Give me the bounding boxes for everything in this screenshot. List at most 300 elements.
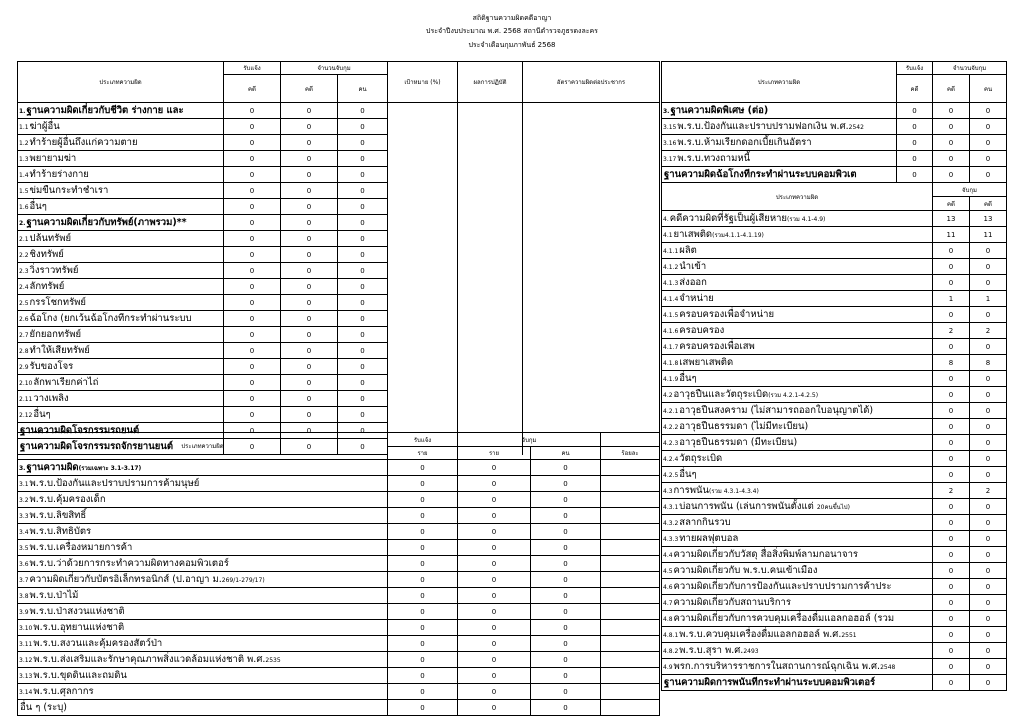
- row-label: [18, 215, 224, 231]
- right-reported-case-header: คดี: [897, 75, 933, 103]
- row-text: วางเพลิง: [33, 393, 69, 404]
- value-cell: 0: [531, 588, 601, 604]
- value-cell: 0: [388, 684, 458, 700]
- target-cell: [388, 279, 458, 295]
- value-cell: 1: [970, 291, 1007, 307]
- table-row: [662, 135, 1007, 151]
- row-number: 4.4: [663, 552, 673, 559]
- value-cell: 0: [224, 247, 281, 263]
- percent-cell: [601, 604, 660, 620]
- row-number: 4.7: [663, 600, 673, 607]
- row-text: ผลิต: [679, 245, 697, 256]
- result-cell: [458, 295, 523, 311]
- table-row: [18, 700, 660, 716]
- value-cell: 0: [458, 700, 531, 716]
- row-number: 3.14: [19, 689, 33, 696]
- reported-case-header: คดี: [224, 75, 281, 103]
- value-cell: 0: [338, 327, 388, 343]
- value-cell: 0: [933, 547, 970, 563]
- row-label: [18, 135, 224, 151]
- value-cell: 0: [933, 563, 970, 579]
- value-cell: 0: [388, 668, 458, 684]
- special-crimes-table: [17, 432, 660, 716]
- table-row: [662, 167, 1007, 183]
- row-text: พ.ร.บ.ป่าสงวนแห่งชาติ: [29, 606, 125, 617]
- row-number: 4.8: [663, 616, 673, 623]
- value-cell: 0: [970, 451, 1007, 467]
- value-cell: 0: [388, 572, 458, 588]
- target-cell: [388, 407, 458, 423]
- rate-cell: [523, 311, 660, 327]
- value-cell: 0: [281, 183, 338, 199]
- row-label: [662, 467, 933, 483]
- percent-cell: [601, 476, 660, 492]
- row-number: 3.4: [19, 529, 29, 536]
- value-cell: 0: [458, 524, 531, 540]
- table-row: [18, 556, 660, 572]
- value-cell: 2: [933, 483, 970, 499]
- row-number: 4.2: [663, 392, 673, 399]
- table-row: [18, 508, 660, 524]
- row-number: 4.1.6: [663, 328, 679, 335]
- reported-header: รับแจ้ง: [224, 62, 281, 75]
- value-cell: 0: [338, 231, 388, 247]
- table-row: [18, 375, 660, 391]
- value-cell: 0: [338, 151, 388, 167]
- row-text: อาวุธปืนสงคราม (ไม่สามารถออกใบอนุญาตได้): [679, 405, 874, 416]
- value-cell: 0: [970, 135, 1007, 151]
- table-row: [18, 652, 660, 668]
- row-note: (รวม4.1.1-4.1.19): [712, 232, 764, 239]
- row-label: [18, 620, 388, 636]
- table-row: [18, 215, 660, 231]
- value-cell: 0: [970, 611, 1007, 627]
- percent-cell: [601, 508, 660, 524]
- value-cell: 0: [458, 556, 531, 572]
- table-row: [18, 636, 660, 652]
- row-text: พ.ร.บ.ลิขสิทธิ์: [29, 510, 87, 521]
- row-number: 4.6: [663, 584, 673, 591]
- row-label: [18, 295, 224, 311]
- row-text: พ.ร.บ.สงวนและคุ้มครองสัตว์ป่า: [33, 638, 163, 649]
- result-cell: [458, 407, 523, 423]
- value-cell: 0: [388, 652, 458, 668]
- row-label: [662, 547, 933, 563]
- table-row: [662, 259, 1007, 275]
- row-label: [18, 231, 224, 247]
- table-row: [662, 291, 1007, 307]
- value-cell: 0: [933, 371, 970, 387]
- value-cell: 0: [933, 339, 970, 355]
- value-cell: 0: [933, 243, 970, 259]
- row-number: 3.16: [663, 140, 677, 147]
- percent-cell: [601, 636, 660, 652]
- table-row: [18, 604, 660, 620]
- value-cell: 0: [531, 540, 601, 556]
- crime-type-header: ประเภทความผิด: [18, 62, 224, 103]
- row-text: ความผิดเกี่ยวกับวัสดุ สื่อสิ่งพิมพ์ลามกอนาจาร: [673, 549, 859, 560]
- value-cell: 0: [338, 167, 388, 183]
- row-number: 4.3.2: [663, 520, 679, 527]
- value-cell: 0: [338, 391, 388, 407]
- value-cell: 0: [224, 343, 281, 359]
- value-cell: 0: [224, 119, 281, 135]
- row-number: 4.3: [663, 488, 673, 495]
- value-cell: 0: [281, 263, 338, 279]
- percent-cell: [601, 652, 660, 668]
- value-cell: 0: [281, 423, 338, 439]
- row-text: พรก.การบริหารราชการในสถานการณ์ฉุกเฉิน พ.ศ.: [673, 661, 881, 672]
- row-number: 3.17: [663, 156, 677, 163]
- row-number: 1.6: [19, 204, 29, 211]
- row-number: 2.11: [19, 396, 33, 403]
- value-cell: 0: [388, 588, 458, 604]
- value-cell: 0: [970, 103, 1007, 119]
- value-cell: 0: [224, 327, 281, 343]
- rate-cell: [523, 183, 660, 199]
- row-label: [662, 483, 933, 499]
- row-number: 4.1.4: [663, 296, 679, 303]
- row-number: 2.3: [19, 268, 29, 275]
- row-number: 3.3: [19, 513, 29, 520]
- row-note: 2548: [880, 664, 896, 671]
- state-arrested-case2-header: คดี: [970, 197, 1007, 211]
- row-label: [18, 460, 388, 476]
- row-label: [18, 279, 224, 295]
- target-cell: [388, 311, 458, 327]
- table-row: [662, 451, 1007, 467]
- value-cell: 0: [970, 339, 1007, 355]
- table-row: [18, 359, 660, 375]
- value-cell: 0: [281, 119, 338, 135]
- arrested-case-header: คดี: [281, 75, 338, 103]
- row-label: [662, 579, 933, 595]
- value-cell: 0: [338, 343, 388, 359]
- rate-cell: [523, 407, 660, 423]
- state-arrested-header: จับกุม: [933, 183, 1007, 197]
- value-cell: 0: [338, 247, 388, 263]
- table-row: [662, 355, 1007, 371]
- table-row: [18, 492, 660, 508]
- right-reported-header: รับแจ้ง: [897, 62, 933, 75]
- row-text: พ.ร.บ.อุทยานแห่งชาติ: [33, 622, 125, 633]
- value-cell: 0: [933, 167, 970, 183]
- table-row: [18, 119, 660, 135]
- value-cell: 0: [531, 460, 601, 476]
- row-label: [662, 643, 933, 659]
- value-cell: 0: [388, 556, 458, 572]
- value-cell: 0: [531, 668, 601, 684]
- value-cell: 0: [970, 167, 1007, 183]
- row-note: (รวม 4.1-4.9): [787, 216, 826, 223]
- row-number: 3.2: [19, 497, 29, 504]
- target-cell: [388, 359, 458, 375]
- row-text: อื่นๆ: [29, 201, 47, 212]
- row-number: 2.10: [19, 380, 33, 387]
- row-text: การพนัน: [673, 485, 709, 496]
- value-cell: 0: [388, 540, 458, 556]
- row-label: [662, 307, 933, 323]
- row-label: [18, 556, 388, 572]
- row-text: อื่นๆ: [679, 373, 697, 384]
- table-row: [662, 595, 1007, 611]
- row-text: จำหน่าย: [679, 293, 714, 304]
- row-text: ฐานความผิดเกี่ยวกับชีวิต ร่างกาย และ: [26, 105, 184, 116]
- table-row: [18, 231, 660, 247]
- result-cell: [458, 343, 523, 359]
- lower-reported-ray-header: ราย: [388, 447, 458, 460]
- row-number: 1.3: [19, 156, 29, 163]
- row-text: วัตถุระเบิด: [679, 453, 723, 464]
- row-number: 2.2: [19, 252, 29, 259]
- result-header: ผลการปฏิบัติ: [458, 62, 523, 103]
- row-label: [662, 291, 933, 307]
- value-cell: 0: [388, 492, 458, 508]
- table-row: [18, 572, 660, 588]
- row-number: 3.8: [19, 593, 29, 600]
- value-cell: 0: [970, 467, 1007, 483]
- row-label: [662, 227, 933, 243]
- arrested-count-header: จำนวนจับกุม: [281, 62, 388, 75]
- value-cell: 0: [458, 572, 531, 588]
- row-number: 3.1: [19, 481, 29, 488]
- row-label: [18, 103, 224, 119]
- value-cell: 0: [338, 135, 388, 151]
- row-text: ข่มขืนกระทำชำเรา: [29, 185, 109, 196]
- value-cell: 0: [933, 595, 970, 611]
- value-cell: 0: [933, 403, 970, 419]
- value-cell: 0: [458, 636, 531, 652]
- row-note: 2542: [848, 124, 864, 131]
- row-text: ความผิดเกี่ยวกับการป้องกันและปราบปรามการค้าประ: [673, 581, 892, 592]
- row-text: อื่นๆ: [679, 469, 697, 480]
- table-row: [18, 135, 660, 151]
- right-arrested-person-header: คน: [970, 75, 1007, 103]
- value-cell: 0: [281, 215, 338, 231]
- value-cell: 0: [970, 563, 1007, 579]
- value-cell: 0: [531, 508, 601, 524]
- row-label: [662, 515, 933, 531]
- value-cell: 0: [281, 151, 338, 167]
- value-cell: 0: [281, 407, 338, 423]
- table-row: [18, 460, 660, 476]
- target-cell: [388, 135, 458, 151]
- result-cell: [458, 247, 523, 263]
- state-crime-type-header: ประเภทความผิด: [662, 183, 933, 211]
- value-cell: 0: [970, 387, 1007, 403]
- row-text: พ.ร.บ.ควบคุมเครื่องดื่มแอลกอฮอล์ พ.ศ.: [679, 629, 842, 640]
- target-cell: [388, 103, 458, 119]
- value-cell: 0: [281, 295, 338, 311]
- row-number: 4.1.5: [663, 312, 679, 319]
- value-cell: 0: [933, 611, 970, 627]
- value-cell: 0: [338, 439, 388, 455]
- row-text: ฐานความผิดพิเศษ (ต่อ): [670, 105, 769, 116]
- row-number: 4.1.9: [663, 376, 679, 383]
- row-text: ทำร้ายร่างกาย: [29, 169, 89, 180]
- value-cell: 0: [970, 151, 1007, 167]
- row-label: [18, 151, 224, 167]
- lower-arrested-ray-header: ราย: [458, 447, 531, 460]
- value-cell: 0: [224, 423, 281, 439]
- row-label: [662, 167, 897, 183]
- table-row: [18, 327, 660, 343]
- percent-cell: [601, 492, 660, 508]
- row-text: ส่งออก: [679, 277, 707, 288]
- state-victim-crimes-table: [661, 182, 1007, 691]
- row-label: [18, 167, 224, 183]
- value-cell: 0: [531, 636, 601, 652]
- table-row: [18, 263, 660, 279]
- table-row: [662, 119, 1007, 135]
- row-text: พ.ร.บ.ป้องกันและปราบปรามการค้ามนุษย์: [29, 478, 200, 489]
- value-cell: 0: [338, 103, 388, 119]
- row-label: [662, 403, 933, 419]
- value-cell: 0: [281, 391, 338, 407]
- row-label: [662, 211, 933, 227]
- row-number: 4.2.2: [663, 424, 679, 431]
- value-cell: 0: [224, 135, 281, 151]
- row-label: [662, 339, 933, 355]
- row-label: [662, 259, 933, 275]
- report-title: สถิติฐานความผิดคดีอาญา: [472, 14, 552, 22]
- row-number: 2.5: [19, 300, 29, 307]
- value-cell: 0: [933, 435, 970, 451]
- row-text: ยักยอกทรัพย์: [29, 329, 82, 340]
- rate-cell: [523, 359, 660, 375]
- result-cell: [458, 215, 523, 231]
- value-cell: 0: [458, 588, 531, 604]
- rate-cell: [523, 279, 660, 295]
- row-text: อาวุธปืนธรรมดา (ไม่มีทะเบียน): [679, 421, 809, 432]
- row-label: [18, 684, 388, 700]
- value-cell: 0: [970, 371, 1007, 387]
- row-number: 4.5: [663, 568, 673, 575]
- row-text: ลักพาเรียกค่าไถ่: [33, 377, 99, 388]
- value-cell: 0: [970, 595, 1007, 611]
- result-cell: [458, 231, 523, 247]
- row-label: [18, 636, 388, 652]
- percent-cell: [601, 524, 660, 540]
- value-cell: 0: [531, 700, 601, 716]
- table-row: [18, 247, 660, 263]
- row-number: 1.2: [19, 140, 29, 147]
- rate-header: อัตราความผิดต่อประชากร: [523, 62, 660, 103]
- row-text: พ.ร.บ.เครื่องหมายการค้า: [29, 542, 133, 553]
- table-row: [18, 199, 660, 215]
- row-number: 4.2.1: [663, 408, 679, 415]
- value-cell: 0: [933, 451, 970, 467]
- value-cell: 0: [338, 359, 388, 375]
- table-row: [662, 323, 1007, 339]
- row-text: ฐานความผิด: [26, 462, 79, 473]
- value-cell: 0: [388, 460, 458, 476]
- value-cell: 0: [458, 540, 531, 556]
- value-cell: 0: [224, 295, 281, 311]
- row-text: พ.ร.บ.ห้ามเรียกดอกเบี้ยเกินอัตรา: [677, 137, 812, 148]
- table-row: [18, 151, 660, 167]
- value-cell: 0: [970, 547, 1007, 563]
- value-cell: 0: [281, 247, 338, 263]
- value-cell: 0: [338, 183, 388, 199]
- right-arrested-count-header: จำนวนจับกุม: [933, 62, 1007, 75]
- row-number: 4.2.5: [663, 472, 679, 479]
- row-number: 4.: [663, 216, 669, 223]
- row-note: (รวมเฉพาะ 3.1-3.17): [78, 465, 142, 472]
- value-cell: 0: [970, 675, 1007, 691]
- value-cell: 0: [933, 531, 970, 547]
- lower-arrested-person-header: คน: [531, 447, 601, 460]
- table-row: [18, 343, 660, 359]
- value-cell: 0: [458, 652, 531, 668]
- row-text: กรรโชกทรัพย์: [29, 297, 86, 308]
- value-cell: 0: [338, 423, 388, 439]
- row-number: 3.: [663, 108, 670, 115]
- target-cell: [388, 375, 458, 391]
- value-cell: 8: [933, 355, 970, 371]
- value-cell: 0: [224, 375, 281, 391]
- result-cell: [458, 183, 523, 199]
- percent-cell: [601, 684, 660, 700]
- row-label: [18, 183, 224, 199]
- value-cell: 0: [224, 215, 281, 231]
- table-row: [662, 339, 1007, 355]
- value-cell: 0: [388, 636, 458, 652]
- value-cell: 0: [458, 668, 531, 684]
- table-row: [18, 588, 660, 604]
- table-row: [662, 211, 1007, 227]
- row-number: 3.15: [663, 124, 677, 131]
- value-cell: 0: [970, 419, 1007, 435]
- report-subtitle: ประจำปีงบประมาณ พ.ศ. 2568 สถานีตำรวจภูธรดงละคร: [426, 27, 598, 35]
- value-cell: 0: [388, 524, 458, 540]
- table-row: [18, 524, 660, 540]
- value-cell: 0: [224, 151, 281, 167]
- lower-reported-header: รับแจ้ง: [388, 433, 458, 447]
- row-label: [662, 371, 933, 387]
- value-cell: 0: [281, 167, 338, 183]
- table-row: [18, 295, 660, 311]
- value-cell: 0: [970, 403, 1007, 419]
- result-cell: [458, 311, 523, 327]
- special-crimes-continued-table: [661, 61, 1007, 183]
- value-cell: 0: [933, 151, 970, 167]
- target-cell: [388, 343, 458, 359]
- row-note: 2551: [841, 632, 857, 639]
- row-number: 4.1.1: [663, 248, 679, 255]
- row-label: [662, 451, 933, 467]
- value-cell: 0: [388, 476, 458, 492]
- report-period: ประจำเดือนกุมภาพันธ์ 2568: [468, 41, 556, 49]
- table-row: [662, 579, 1007, 595]
- lower-percent-header: ร้อยละ: [601, 447, 660, 460]
- target-header: เป้าหมาย (%): [388, 62, 458, 103]
- row-text: ฐานความผิดเกี่ยวกับทรัพย์(ภาพรวม)**: [26, 217, 187, 228]
- row-text: เสพยาเสพติด: [679, 357, 734, 368]
- row-label: [662, 103, 897, 119]
- row-number: 4.8.2: [663, 648, 679, 655]
- table-row: [662, 243, 1007, 259]
- row-text: ฐานความผิดฉ้อโกงทีกระทำผ่านระบบคอมพิวเต: [664, 169, 857, 180]
- row-label: [18, 572, 388, 588]
- value-cell: 0: [224, 167, 281, 183]
- table-row: [18, 668, 660, 684]
- row-label: [18, 700, 388, 716]
- row-text: ความผิดเกี่ยวกับสถานบริการ: [673, 597, 791, 608]
- row-label: [18, 604, 388, 620]
- target-cell: [388, 391, 458, 407]
- table-row: [18, 407, 660, 423]
